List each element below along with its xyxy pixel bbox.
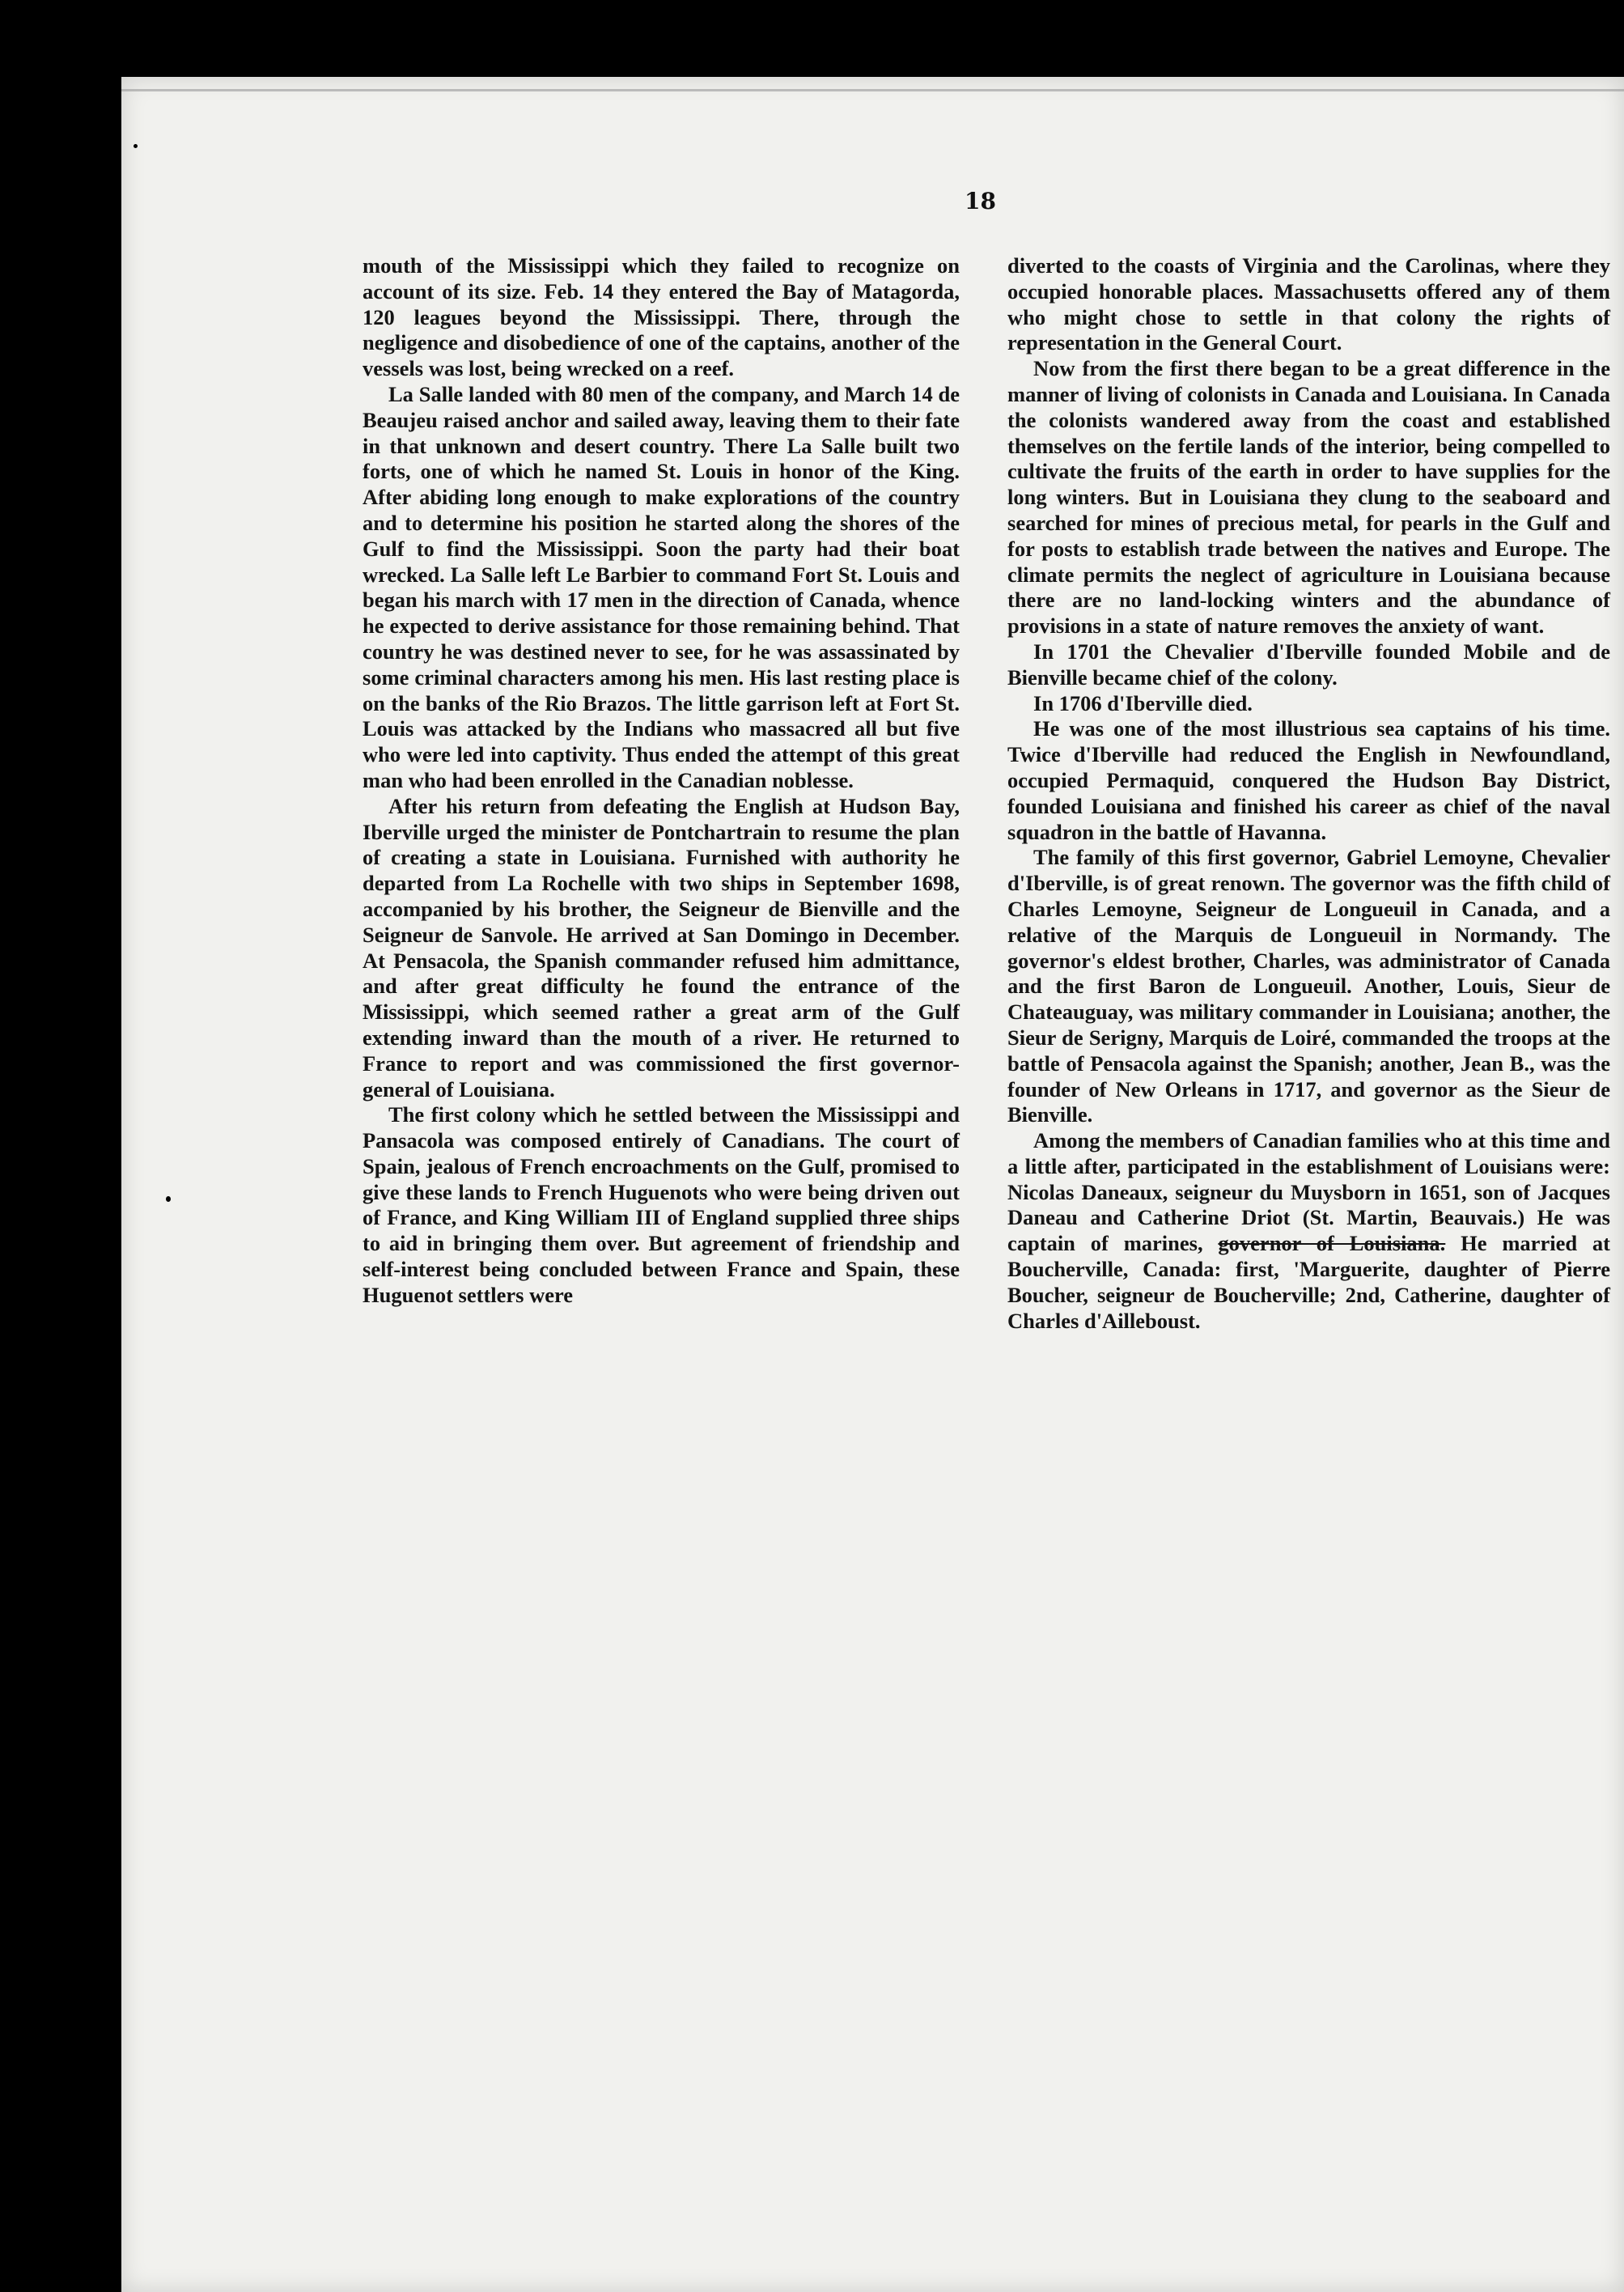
page-edge-line xyxy=(121,89,1624,100)
paragraph: The family of this first governor, Gabriel Lemoyne, Chevalier d'Iberville, is of great renown. The governor was the fifth child of Charles Lemoyne, Seigneur de Longueuil in Canada, and a relative of the Marquis de Longueuil in Normandy. The governor's eldest brother, Charles, was administrator of Canada and the first Baron de Longueuil. Another, Louis, Sieur de Chateauguay, was military commander in Louisiana; another, the Sieur de Serigny, Marquis de Loiré, commanded the troops at the battle of Pensacola against the Spanish; another, Jean B., was the founder of New Orleans in 1717, and governor as the Sieur de Bienville. xyxy=(1007,845,1610,1127)
paragraph-text: Among the members of Canadian families who at this time and a little after, participated in the establishment of Louisians were: Nicolas Daneaux, seigneur du Muysborn in 1651, son of Jacques Daneau and Catherine Driot (St. Martin, Beauvais.) He was captain of marines, xyxy=(1007,1128,1610,1256)
paragraph: Now from the first there began to be a great difference in the manner of living of colonists in Canada and Louisiana. In Canada the colonists wandered away from the coast and established themselves on the fertile lands of the interior, being compelled to cultivate the fruits of the earth in order to have supplies for the long winters. But in Louisiana they clung to the seaboard and searched for mines of precious metal, for pearls in the Gulf and for posts to establish trade between the natives and Europe. The climate permits the neglect of agriculture in Louisiana because there are no land-locking winters and the abundance of provisions in a state of nature removes the anxiety of want. xyxy=(1007,356,1610,639)
paragraph: La Salle landed with 80 men of the company, and March 14 de Beaujeu raised anchor and sailed away, leaving them to their fate in that unknown and desert country. There La Salle built two forts, one of which he named St. Louis in honor of the King. After abiding long enough to make explorations of the country and to determine his position he started along the shores of the Gulf to find the Mississippi. Soon the party had their boat wrecked. La Salle left Le Barbier to command Fort St. Louis and began his march with 17 men in the direction of Canada, whence he expected to derive assistance for those remaining behind. That country he was destined never to see, for he was assassinated by some criminal characters among his men. His last resting place is on the banks of the Rio Brazos. The little garrison left at Fort St. Louis was attacked by the Indians who massacred all but five who were led into captivity. Thus ended the attempt of this great man who had been enrolled in the Canadian noblesse. xyxy=(363,381,960,792)
paragraph-text: He married at Boucherville, Canada: first, 'Marguerite, daughter of Pierre Boucher, seigneur de Boucherville; 2nd, Catherine, daughter of Charles d'Ailleboust. xyxy=(1007,1231,1610,1333)
scan-speck xyxy=(134,144,138,148)
paragraph: mouth of the Mississippi which they failed to recognize on account of its size. Feb. 14 they entered the Bay of Matagorda, 120 leagues beyond the Mississippi. There, through the negligence and disobedience of one of the captains, another of the vessels was lost, being wrecked on a reef. xyxy=(363,253,960,381)
paragraph xyxy=(1007,1128,1610,1334)
left-column xyxy=(363,253,960,1309)
paragraph: The first colony which he settled between the Mississippi and Pansacola was composed entirely of Canadians. The court of Spain, jealous of French encroachments on the Gulf, promised to give these lands to French Huguenots who were being driven out of France, and King William III of England supplied three ships to aid in bringing them over. But agreement of friendship and self-interest being concluded between France and Spain, these Huguenot settlers were xyxy=(363,1102,960,1307)
paragraph: In 1706 d'Iberville died. xyxy=(1033,690,1253,715)
paragraph: After his return from defeating the English at Hudson Bay, Iberville urged the minister de Pontchartrain to resume the plan of creating a state in Louisiana. Furnished with authority he departed from La Rochelle with two ships in September 1698, accompanied by his brother, the Seigneur de Bienville and the Seigneur de Sanvole. He arrived at San Domingo in December. At Pensacola, the Spanish commander refused him admittance, and after great difficulty he found the entrance of the Mississippi, which seemed rather a great arm of the Gulf extending inward than the mouth of a river. He returned to France to report and was commissioned the first governor-general of Louisiana. xyxy=(363,793,960,1101)
struck-text: governor of Louisiana. xyxy=(1218,1231,1446,1256)
paragraph: He was one of the most illustrious sea captains of his time. Twice d'Iberville had reduced the English in Newfoundland, occupied Permaquid, conquered the Hudson Bay District, founded Louisiana and finished his career as chief of the naval squadron in the battle of Havanna. xyxy=(1007,716,1610,844)
paragraph: diverted to the coasts of Virginia and the Carolinas, where they occupied honorable places. Massachusetts offered any of them who might chose to settle in that colony the rights of representation in the General Court. xyxy=(1007,253,1610,355)
scan-speck xyxy=(166,1196,171,1202)
page-number: 18 xyxy=(965,188,996,214)
right-column xyxy=(1007,253,1610,1334)
paragraph: In 1701 the Chevalier d'Iberville founded Mobile and de Bienville became chief of the colony. xyxy=(1007,639,1610,690)
